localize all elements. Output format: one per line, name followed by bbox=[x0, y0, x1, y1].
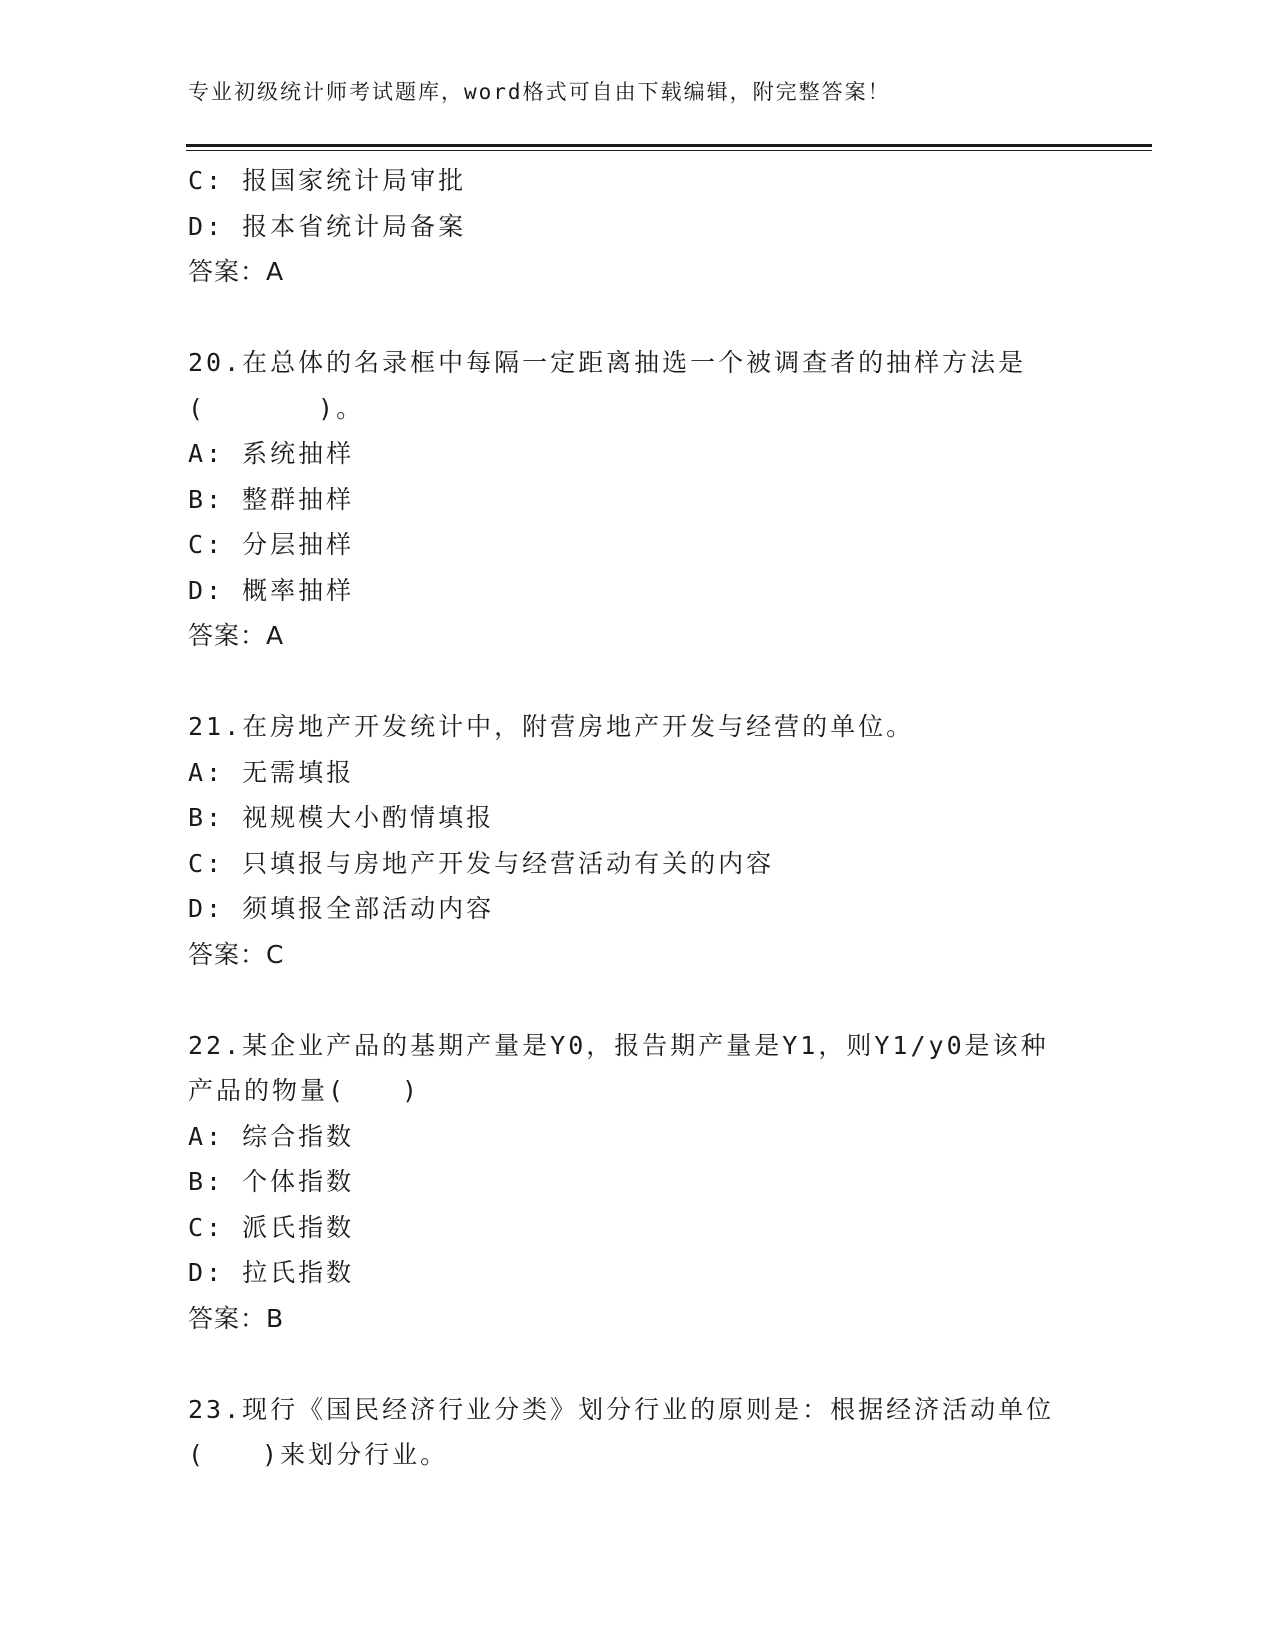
option-c: C: 派氏指数 bbox=[188, 1212, 355, 1242]
question-stem-continued: ( )。 bbox=[188, 393, 365, 423]
option-a: A: 系统抽样 bbox=[188, 439, 355, 468]
answer: 答案：C bbox=[188, 939, 285, 969]
question-stem: 23.现行《国民经济行业分类》划分行业的原则是：根据经济活动单位 bbox=[188, 1394, 1055, 1424]
option-b: B: 视规模大小酌情填报 bbox=[188, 803, 495, 832]
header-divider-thick bbox=[186, 144, 1152, 147]
option-d: D: 概率抽样 bbox=[188, 575, 355, 605]
question-23 bbox=[188, 1387, 1088, 1478]
spacer bbox=[188, 1341, 1088, 1387]
question-stem-continued: ( )来划分行业。 bbox=[188, 1440, 449, 1469]
spacer bbox=[188, 977, 1088, 1023]
answer: 答案：A bbox=[188, 257, 285, 286]
question-21 bbox=[188, 704, 1088, 977]
spacer bbox=[188, 295, 1088, 341]
option-d: D: 须填报全部活动内容 bbox=[188, 894, 495, 923]
question-22 bbox=[188, 1023, 1088, 1342]
answer: 答案：A bbox=[188, 621, 285, 650]
question-stem-continued: 产品的物量( ) bbox=[188, 1076, 421, 1105]
option-c: C: 分层抽样 bbox=[188, 530, 355, 559]
option-d: D: 拉氏指数 bbox=[188, 1258, 355, 1287]
option-d: D: 报本省统计局备案 bbox=[188, 211, 467, 241]
question-19 bbox=[188, 158, 1088, 295]
option-a: A: 综合指数 bbox=[188, 1121, 355, 1151]
question-stem: 21.在房地产开发统计中，附营房地产开发与经营的单位。 bbox=[188, 712, 915, 741]
option-c: C: 只填报与房地产开发与经营活动有关的内容 bbox=[188, 848, 775, 878]
answer: 答案：B bbox=[188, 1303, 285, 1333]
question-stem: 20.在总体的名录框中每隔一定距离抽选一个被调查者的抽样方法是 bbox=[188, 348, 1027, 377]
option-b: B: 整群抽样 bbox=[188, 484, 355, 514]
option-b: B: 个体指数 bbox=[188, 1167, 355, 1196]
question-stem: 22.某企业产品的基期产量是Y0，报告期产量是Y1，则Y1/y0是该种 bbox=[188, 1030, 1049, 1060]
header-divider-thin bbox=[186, 150, 1152, 151]
spacer bbox=[188, 659, 1088, 705]
page-header: 专业初级统计师考试题库，word格式可自由下载编辑，附完整答案！ bbox=[188, 80, 891, 104]
question-20 bbox=[188, 340, 1088, 659]
question-list bbox=[188, 158, 1088, 1478]
option-c: C: 报国家统计局审批 bbox=[188, 166, 467, 195]
option-a: A: 无需填报 bbox=[188, 757, 355, 787]
